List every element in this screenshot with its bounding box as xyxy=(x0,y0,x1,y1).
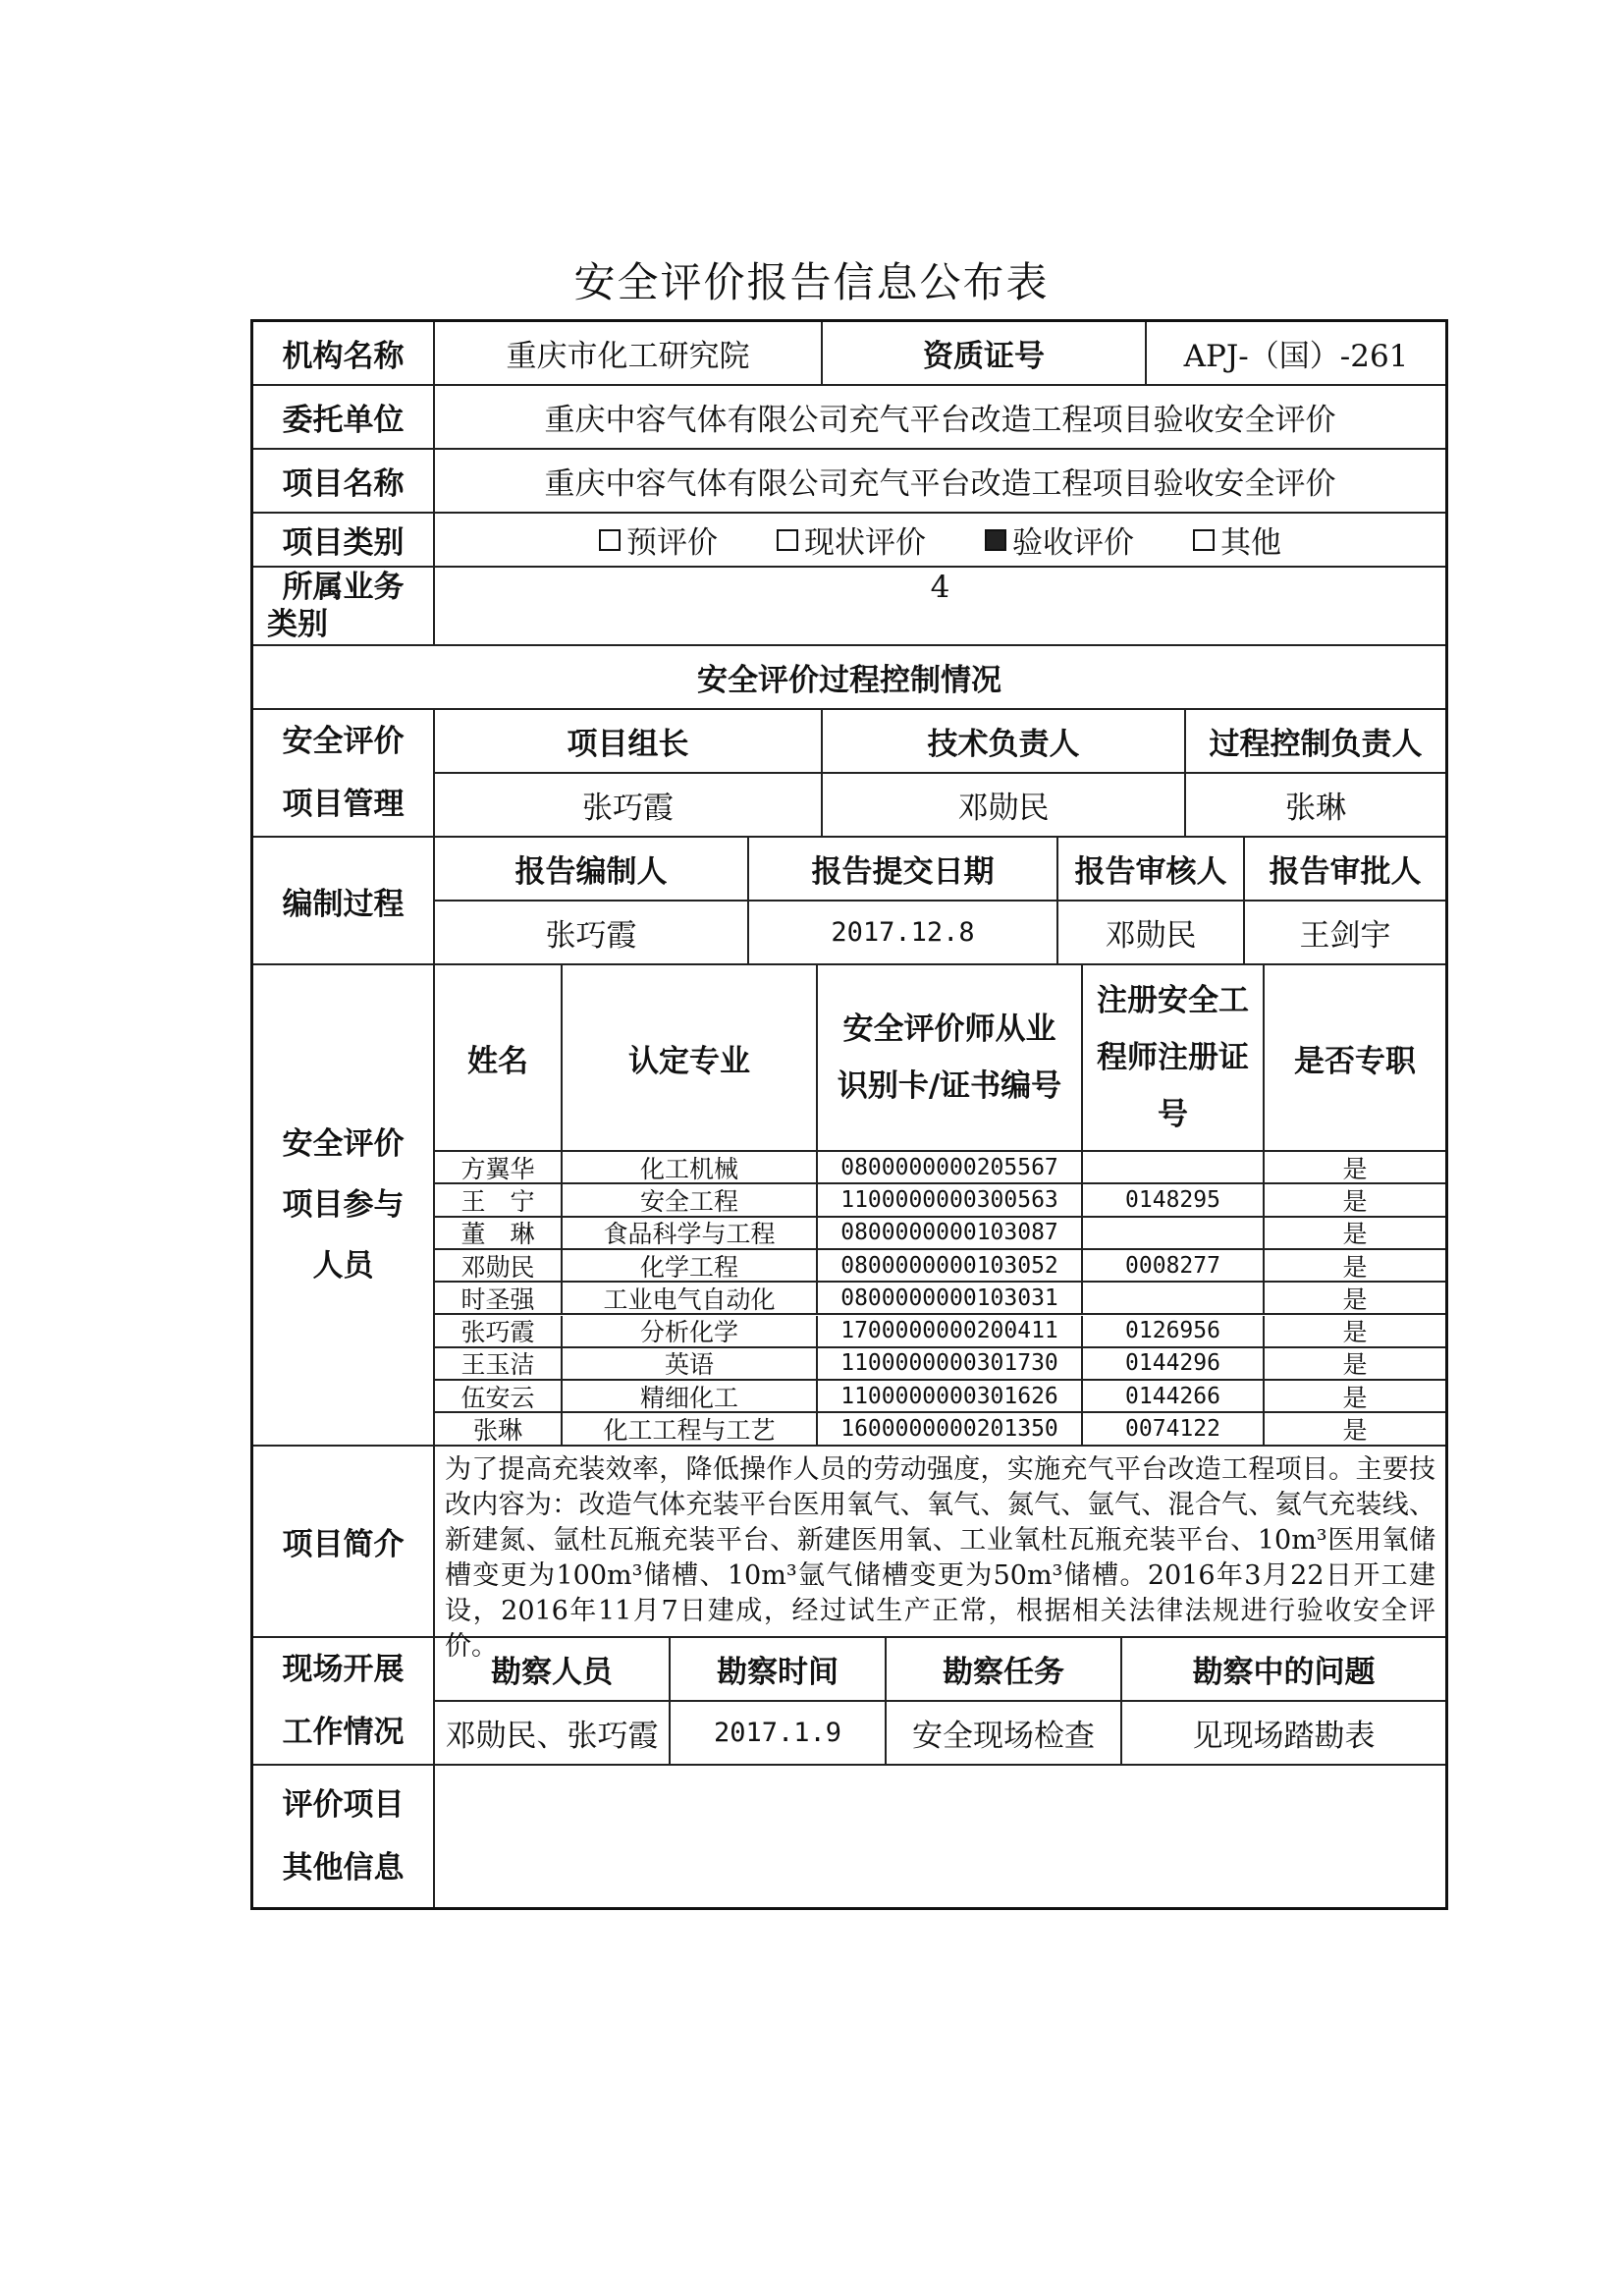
checkbox-icon[interactable] xyxy=(1193,529,1215,551)
participant-card: 0800000000103087 xyxy=(818,1218,1083,1250)
process-control-header: 过程控制负责人 xyxy=(1186,710,1445,774)
participant-major: 化工工程与工艺 xyxy=(563,1413,818,1446)
cert-label: 资质证号 xyxy=(823,322,1147,386)
participant-reg xyxy=(1083,1218,1265,1250)
reg-header-line3: 号 xyxy=(1158,1097,1188,1132)
other-label xyxy=(253,1766,435,1907)
participant-card: 0800000000205567 xyxy=(818,1152,1083,1184)
business-label-line1: 所属业务 xyxy=(282,570,405,605)
management-label-line2: 项目管理 xyxy=(282,787,405,822)
participant-fulltime: 是 xyxy=(1265,1152,1445,1184)
category-option[interactable] xyxy=(599,518,718,562)
category-option[interactable] xyxy=(1193,518,1281,562)
process-control-value: 张琳 xyxy=(1186,774,1445,838)
participant-major: 精细化工 xyxy=(563,1381,818,1413)
participants-label-line1: 安全评价 xyxy=(282,1126,405,1162)
cert-value: APJ-（国）-261 xyxy=(1147,322,1445,386)
checkbox-icon[interactable] xyxy=(777,529,798,551)
inspection-task-header: 勘察任务 xyxy=(887,1638,1122,1702)
other-label-line2: 其他信息 xyxy=(282,1850,405,1886)
other-label-line1: 评价项目 xyxy=(282,1787,405,1823)
participant-card: 0800000000103031 xyxy=(818,1283,1083,1315)
tech-lead-header: 技术负责人 xyxy=(823,710,1186,774)
participant-reg: 0144266 xyxy=(1083,1381,1265,1413)
approver-value: 王剑宇 xyxy=(1245,902,1445,965)
participant-name: 张琳 xyxy=(435,1413,563,1446)
team-leader-value: 张巧霞 xyxy=(435,774,823,838)
category-label: 项目类别 xyxy=(253,514,435,568)
participant-card: 1100000000301626 xyxy=(818,1381,1083,1413)
fulltime-header: 是否专职 xyxy=(1265,965,1445,1152)
site-label-line1: 现场开展 xyxy=(282,1652,405,1687)
participant-name: 王玉洁 xyxy=(435,1348,563,1381)
participant-name: 方翼华 xyxy=(435,1152,563,1184)
category-options xyxy=(435,514,1445,568)
other-value xyxy=(435,1766,1445,1907)
inspectors-header: 勘察人员 xyxy=(435,1638,671,1702)
management-label-line1: 安全评价 xyxy=(282,724,405,759)
participant-card: 1100000000301730 xyxy=(818,1348,1083,1381)
checkbox-icon[interactable] xyxy=(599,529,621,551)
card-header-line1: 安全评价师从业 xyxy=(842,1011,1056,1047)
category-option[interactable] xyxy=(985,518,1134,562)
tech-lead-value: 邓勋民 xyxy=(823,774,1186,838)
participant-fulltime: 是 xyxy=(1265,1283,1445,1315)
participant-card: 1100000000300563 xyxy=(818,1184,1083,1217)
participant-fulltime: 是 xyxy=(1265,1348,1445,1381)
inspection-task-value: 安全现场检查 xyxy=(887,1702,1122,1766)
category-option-label: 预评价 xyxy=(626,525,718,561)
participants-label xyxy=(253,965,435,1447)
participant-fulltime: 是 xyxy=(1265,1413,1445,1446)
participant-reg xyxy=(1083,1152,1265,1184)
site-label xyxy=(253,1638,435,1766)
participant-reg xyxy=(1083,1283,1265,1315)
participant-major: 英语 xyxy=(563,1348,818,1381)
business-label-line2: 类别 xyxy=(267,607,328,642)
participant-fulltime: 是 xyxy=(1265,1381,1445,1413)
compilation-label: 编制过程 xyxy=(253,838,435,965)
participant-fulltime: 是 xyxy=(1265,1184,1445,1217)
participant-fulltime: 是 xyxy=(1265,1316,1445,1348)
management-label xyxy=(253,710,435,838)
inspection-issues-value: 见现场踏勘表 xyxy=(1122,1702,1445,1766)
submit-date-header: 报告提交日期 xyxy=(749,838,1058,902)
reviewer-header: 报告审核人 xyxy=(1058,838,1245,902)
reg-header xyxy=(1083,965,1265,1152)
compiler-header: 报告编制人 xyxy=(435,838,749,902)
category-option[interactable] xyxy=(777,518,926,562)
compiler-value: 张巧霞 xyxy=(435,902,749,965)
reviewer-value: 邓勋民 xyxy=(1058,902,1245,965)
participant-fulltime: 是 xyxy=(1265,1250,1445,1283)
summary-text: 为了提高充装效率，降低操作人员的劳动强度，实施充气平台改造工程项目。主要技改内容为：改造气体充装平台医用氧气、氧气、氮气、氩气、混合气、氦气充装线、新建氮、氩杜瓦瓶充装平台、新建医用氧、工业氧杜瓦瓶充装平台、10m³医用氧储槽变更为100m³储槽、10m³氩气储槽变更为50m³储槽。2016年3月22日开工建设，2016年11月7日建成，经过试生产正常，根据相关法律法规进行验收安全评价。 xyxy=(435,1447,1445,1638)
project-label: 项目名称 xyxy=(253,450,435,514)
business-label xyxy=(253,568,435,646)
process-section-title: 安全评价过程控制情况 xyxy=(253,646,1445,710)
checked-box-icon[interactable] xyxy=(985,529,1006,551)
info-table xyxy=(250,319,1448,1910)
submit-date-value: 2017.12.8 xyxy=(749,902,1058,965)
participant-reg: 0148295 xyxy=(1083,1184,1265,1217)
business-value: 4 xyxy=(435,568,1445,646)
participant-card: 1600000000201350 xyxy=(818,1413,1083,1446)
participant-reg: 0074122 xyxy=(1083,1413,1265,1446)
participants-label-line2: 项目参与 xyxy=(282,1187,405,1223)
site-label-line2: 工作情况 xyxy=(282,1715,405,1750)
inspection-time-value: 2017.1.9 xyxy=(671,1702,887,1766)
participant-major: 工业电气自动化 xyxy=(563,1283,818,1315)
participant-major: 化学工程 xyxy=(563,1250,818,1283)
org-name-value: 重庆市化工研究院 xyxy=(435,322,823,386)
team-leader-header: 项目组长 xyxy=(435,710,823,774)
card-header xyxy=(818,965,1083,1152)
name-header: 姓名 xyxy=(435,965,563,1152)
participant-major: 化工机械 xyxy=(563,1152,818,1184)
card-header-line2: 识别卡/证书编号 xyxy=(837,1068,1062,1104)
category-option-label: 其他 xyxy=(1220,525,1281,561)
category-option-label: 验收评价 xyxy=(1012,525,1134,561)
reg-header-line2: 程师注册证 xyxy=(1097,1040,1249,1075)
inspectors-value: 邓勋民、张巧霞 xyxy=(435,1702,671,1766)
participant-name: 董 琳 xyxy=(435,1218,563,1250)
inspection-time-header: 勘察时间 xyxy=(671,1638,887,1702)
participant-name: 王 宁 xyxy=(435,1184,563,1217)
category-option-label: 现状评价 xyxy=(804,525,926,561)
participants-label-line3: 人员 xyxy=(312,1248,374,1284)
org-name-label: 机构名称 xyxy=(253,322,435,386)
approver-header: 报告审批人 xyxy=(1245,838,1445,902)
client-value: 重庆中容气体有限公司充气平台改造工程项目验收安全评价 xyxy=(435,386,1445,450)
participant-card: 0800000000103052 xyxy=(818,1250,1083,1283)
reg-header-line1: 注册安全工 xyxy=(1097,983,1249,1018)
participant-major: 食品科学与工程 xyxy=(563,1218,818,1250)
major-header: 认定专业 xyxy=(563,965,818,1152)
project-value: 重庆中容气体有限公司充气平台改造工程项目验收安全评价 xyxy=(435,450,1445,514)
participant-name: 邓勋民 xyxy=(435,1250,563,1283)
participant-name: 张巧霞 xyxy=(435,1316,563,1348)
summary-label: 项目简介 xyxy=(253,1447,435,1638)
participant-card: 1700000000200411 xyxy=(818,1316,1083,1348)
participant-reg: 0008277 xyxy=(1083,1250,1265,1283)
inspection-issues-header: 勘察中的问题 xyxy=(1122,1638,1445,1702)
participant-reg: 0126956 xyxy=(1083,1316,1265,1348)
participant-major: 分析化学 xyxy=(563,1316,818,1348)
participant-fulltime: 是 xyxy=(1265,1218,1445,1250)
client-label: 委托单位 xyxy=(253,386,435,450)
participant-reg: 0144296 xyxy=(1083,1348,1265,1381)
participant-name: 伍安云 xyxy=(435,1381,563,1413)
participant-name: 时圣强 xyxy=(435,1283,563,1315)
participant-major: 安全工程 xyxy=(563,1184,818,1217)
page-title: 安全评价报告信息公布表 xyxy=(573,258,1050,306)
